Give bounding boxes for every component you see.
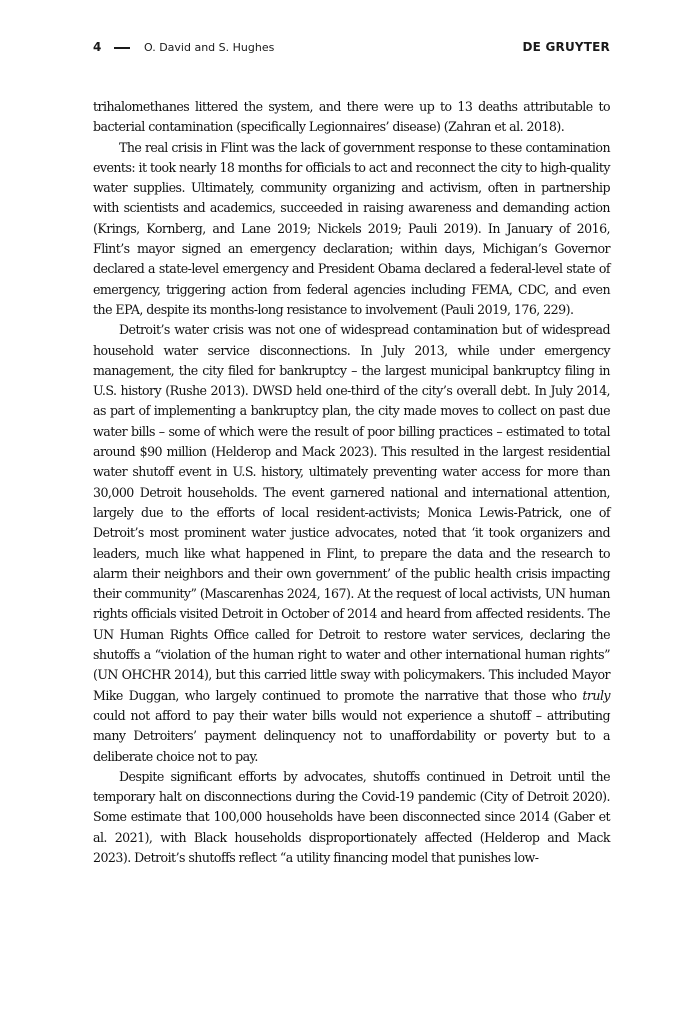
publisher-name: DE GRUYTER bbox=[522, 40, 610, 54]
paragraph-continuation: trihalomethanes littered the system, and there were up to 13 deaths attributable to bacterial contamination (specifically Legionnaires’ disease) (Zahran et al. 2018). bbox=[93, 99, 610, 135]
paragraph-shutoffs: Despite significant efforts by advocates, shutoffs continued in Detroit until the temporary halt on disconnections during the Covid-19 pandemic (City of Detroit 2020). Some estimate that 100,000 households have been disconnected since 2014 (Gaber et al. 2021), with Black households disproportionately affected (Helderop and Mack 2023). Detroit’s shutoffs reflect “a utility financing model that punishes low- bbox=[93, 768, 610, 865]
detroit-text-part-1: Detroit’s water crisis was not one of widespread contamination but of widespread household water service disconnections. In July 2013, while under emergency management, the city filed for bankruptcy – the largest municipal bankruptcy filing in U.S. history (Rushe 2013). DWSD held one-third of the city’s overall debt. In July 2014, as part of implementing a bankruptcy plan, the city made moves to collect on past due water bills – some of which were the result of poor billing practices – estimated to total around $90 million (Helderop and Mack 2023). This resulted in the largest residential water shutoff event in U.S. history, ultimately preventing water access for more than 30,000 Detroit households. The event garnered national and international attention, largely due to the efforts of local resident-activists; Monica Lewis-Patrick, one of Detroit’s most prominent water justice advocates, noted that ‘it took organizers and leaders, much like what happened in Flint, to prepare the data and the research to alarm their neighbors and their own government’ of the public health crisis impacting their community” (Mascarenhas 2024, 167). At the request of local activists, UN human rights officials visited Detroit in October of 2014 and heard from affected residents. The UN Human Rights Office called for Detroit to restore water services, declaring the shutoffs a “violation of the human right to water and other international human rights” (UN OHCHR 2014), but this carried little sway with policymakers. This included Mayor Mike Duggan, who largely continued to promote the narrative that those who bbox=[93, 322, 610, 703]
running-authors: O. David and S. Hughes bbox=[144, 41, 275, 54]
italic-emphasis: truly bbox=[582, 687, 610, 703]
page-number: 4 bbox=[93, 40, 102, 54]
paragraph-detroit-crisis bbox=[93, 320, 610, 767]
running-header bbox=[93, 40, 610, 58]
detroit-text-part-2: could not afford to pay their water bills would not experience a shutoff – attributing many Detroiters’ payment delinquency not to unaffordability or poverty but to a deliberate choice not to pay. bbox=[93, 707, 610, 764]
body-text bbox=[93, 97, 610, 868]
header-rule bbox=[114, 47, 130, 49]
paragraph-flint-crisis: The real crisis in Flint was the lack of government response to these contamination events: it took nearly 18 months for officials to act and reconnect the city to high-quality water supplies. Ultimately, community organizing and activism, often in partnership with scientists and academics, succeeded in raising awareness and demanding action (Krings, Kornberg, and Lane 2019; Nickels 2019; Pauli 2019). In January of 2016, Flint’s mayor signed an emergency declaration; within days, Michigan’s Governor declared a state-level emergency and President Obama declared a federal-level state of emergency, triggering action from federal agencies including FEMA, CDC, and even the EPA, despite its months-long resistance to involvement (Pauli 2019, 176, 229). bbox=[93, 139, 610, 317]
